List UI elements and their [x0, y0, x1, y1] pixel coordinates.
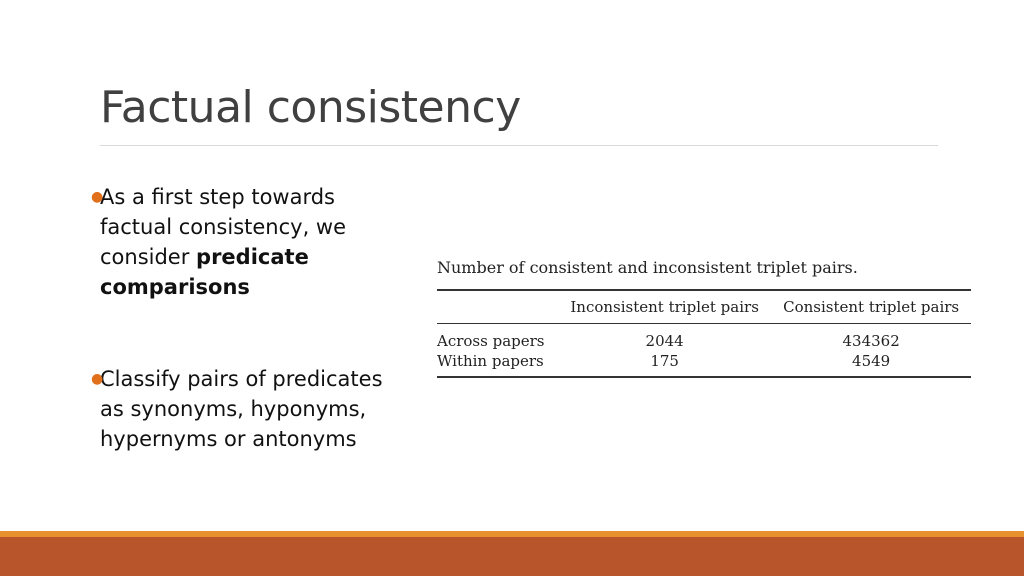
table-cell: 175	[650, 352, 679, 370]
bullet-dot-icon: ●	[91, 189, 104, 205]
bullet-text: As a first step towards factual consistency, we consider	[100, 185, 347, 269]
table-header-cell: Inconsistent triplet pairs	[570, 298, 759, 316]
table-cell: 2044	[645, 332, 684, 350]
table-cell: Within papers	[437, 352, 544, 370]
table-row	[437, 351, 971, 377]
triplet-table-figure	[437, 258, 971, 378]
table-cell: 434362	[842, 332, 900, 350]
bullet-text: Classify pairs of predicates as synonyms, hyponyms, hypernyms or antonyms	[100, 367, 383, 451]
title-divider	[100, 145, 938, 146]
footer-bar	[0, 537, 1024, 576]
table-caption: Number of consistent and inconsistent triplet pairs.	[437, 258, 858, 277]
table-header-cell: Consistent triplet pairs	[783, 298, 960, 316]
bullet-item	[88, 182, 408, 302]
table-row	[437, 324, 971, 352]
slide-title: Factual consistency	[100, 82, 521, 133]
bullet-item	[88, 364, 408, 454]
bullet-bold-text: predicate comparisons	[100, 245, 309, 299]
table-header-cell	[437, 290, 558, 324]
bullet-list	[88, 182, 408, 454]
table-cell: 4549	[852, 352, 891, 370]
table-cell: Across papers	[437, 332, 545, 350]
table-header-row	[437, 290, 971, 324]
bullet-dot-icon: ●	[91, 371, 104, 387]
triplet-pairs-table	[437, 289, 971, 378]
